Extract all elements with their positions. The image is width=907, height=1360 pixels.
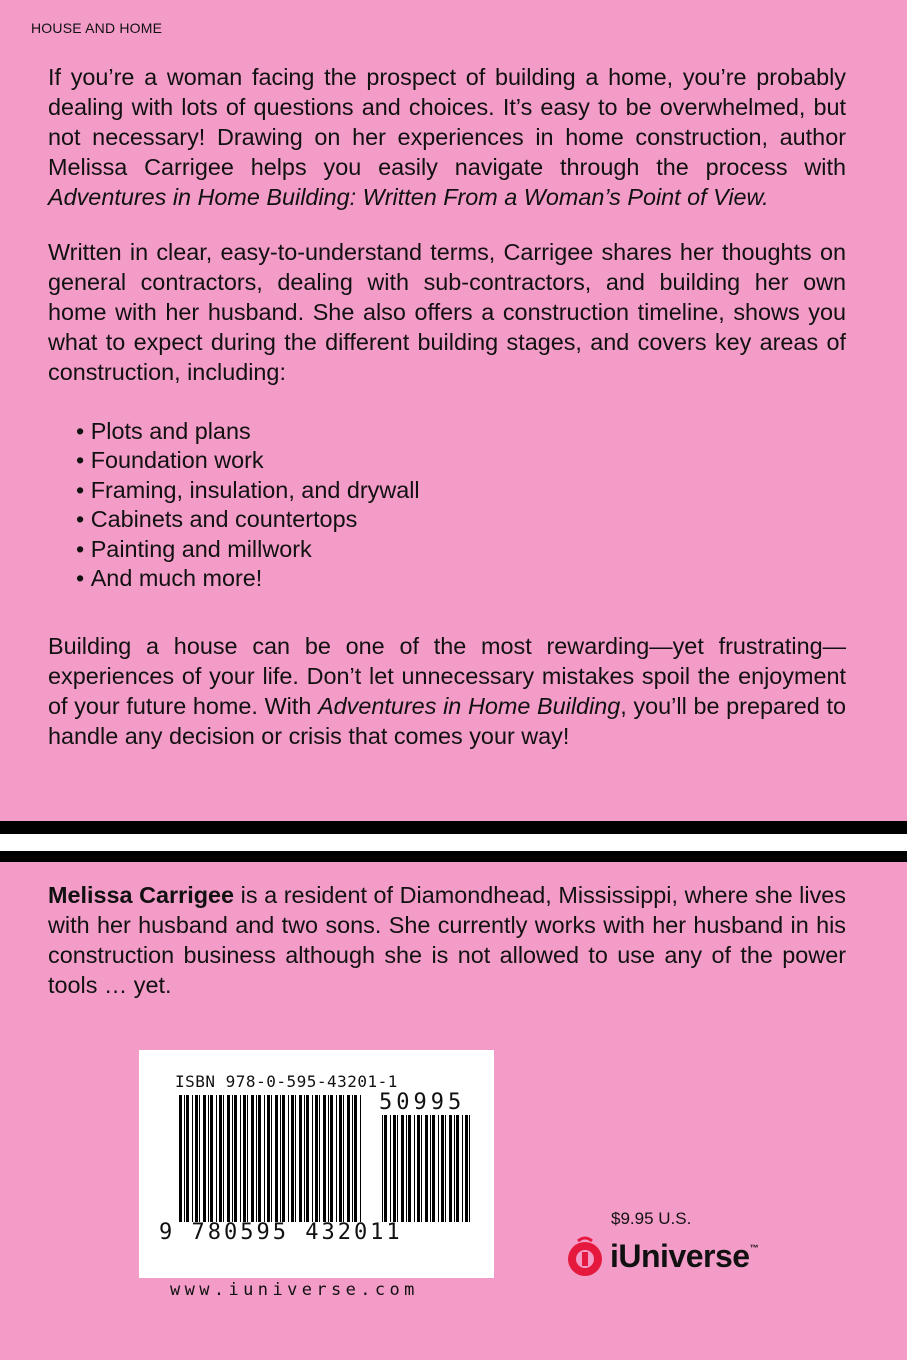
book-title: Adventures in Home Building: [318, 693, 621, 719]
barcode-bar: [347, 1095, 350, 1222]
barcode-bar: [306, 1095, 309, 1222]
barcode-bar: [441, 1115, 444, 1222]
barcode-bar: [312, 1095, 313, 1222]
barcode-bar: [328, 1095, 329, 1222]
barcode-bar: [208, 1095, 209, 1222]
barcode-bar: [438, 1115, 439, 1222]
publisher-logo: [564, 1234, 759, 1278]
description-paragraph-1: [48, 62, 846, 212]
barcode-bar: [227, 1095, 230, 1222]
barcode-bar: [336, 1095, 337, 1222]
bio-text: is a resident of Diamondhead, Mississippi, where she lives with her husband and two sons. She currently works with her husband in his construction business although she is not allowed to use any of the power tools … yet.: [48, 882, 846, 998]
iuniverse-logo-icon: [564, 1235, 606, 1277]
barcode-bar: [179, 1095, 182, 1222]
barcode-bar: [280, 1095, 281, 1222]
barcode-bar: [258, 1095, 261, 1222]
barcode-bar: [184, 1095, 185, 1222]
publisher-name: iUniverse: [610, 1237, 750, 1274]
barcode-bar: [354, 1095, 357, 1222]
barcode-bar: [417, 1115, 420, 1222]
barcode-bar: [264, 1095, 265, 1222]
list-item: • Plots and plans: [76, 417, 420, 446]
barcode-bar: [352, 1095, 353, 1222]
barcode-bar: [275, 1095, 278, 1222]
website-url: www.iuniverse.com: [170, 1280, 419, 1300]
barcode-bar: [251, 1095, 254, 1222]
description-text: , you’ll be prepared to handle any decision or crisis that comes your way!: [48, 693, 846, 749]
barcode-bar: [199, 1095, 200, 1222]
barcode-bar: [319, 1095, 320, 1222]
barcode-bar: [223, 1095, 224, 1222]
barcode-bar: [421, 1115, 422, 1222]
description-paragraph-3: [48, 631, 846, 751]
list-item: • Cabinets and countertops: [76, 505, 420, 534]
barcode-bar: [384, 1115, 387, 1222]
trademark: ™: [749, 1243, 759, 1253]
barcode-bar: [219, 1095, 222, 1222]
barcode-bar: [454, 1115, 455, 1222]
topics-list: [76, 417, 420, 593]
barcode-bar: [192, 1095, 193, 1222]
barcode-bar: [291, 1095, 294, 1222]
barcode-bar: [299, 1095, 302, 1222]
barcode-bar: [282, 1095, 285, 1222]
barcode-bar: [195, 1095, 198, 1222]
barcode-bar: [462, 1115, 463, 1222]
divider-stripe: [0, 851, 907, 862]
list-item: • And much more!: [76, 564, 420, 593]
barcode-bar: [330, 1095, 333, 1222]
barcode-bar: [304, 1095, 305, 1222]
barcode-bar: [432, 1115, 435, 1222]
barcode-bar: [414, 1115, 415, 1222]
barcode-bar: [390, 1115, 391, 1222]
price-label: $9.95 U.S.: [611, 1209, 692, 1228]
barcode-bar: [256, 1095, 257, 1222]
barcode-bar: [203, 1095, 206, 1222]
divider-gap: [0, 834, 907, 851]
barcode-bar: [401, 1115, 404, 1222]
barcode-bar: [465, 1115, 468, 1222]
category-label: HOUSE AND HOME: [31, 20, 163, 36]
barcode-bar: [232, 1095, 233, 1222]
ean-digits: 9 780595 432011: [159, 1220, 403, 1245]
barcode-bar: [234, 1095, 237, 1222]
barcode-bar: [382, 1115, 383, 1222]
barcode-bar: [295, 1095, 296, 1222]
barcode-bar: [449, 1115, 452, 1222]
barcode-bar: [408, 1115, 411, 1222]
barcode-bar: [397, 1115, 398, 1222]
barcode-bar: [288, 1095, 289, 1222]
barcode-bar: [393, 1115, 396, 1222]
divider-stripe: [0, 821, 907, 834]
barcode-bar: [469, 1115, 470, 1222]
barcode-bar: [186, 1095, 189, 1222]
barcode-bar: [210, 1095, 213, 1222]
barcode-bar: [343, 1095, 344, 1222]
description-text: If you’re a woman facing the prospect of building a home, you’re probably dealing with lots of questions and choices. It’s easy to be overwhelmed, but not necessary! Drawing on her experiences in home construction, author Melissa Carrigee helps you easily navigate through the process with: [48, 64, 846, 180]
book-title: Adventures in Home Building: Written From a Woman’s Point of View.: [48, 184, 769, 210]
barcode-bar: [323, 1095, 326, 1222]
barcode-bar: [406, 1115, 407, 1222]
list-item: • Framing, insulation, and drywall: [76, 476, 420, 505]
list-item: • Foundation work: [76, 446, 420, 475]
barcode-bar: [456, 1115, 459, 1222]
description-paragraph-2: Written in clear, easy-to-understand terms, Carrigee shares her thoughts on general contractors, dealing with sub-contractors, and building her own home with her husband. She also offers a construction timeline, shows you what to expect during the different building stages, and covers key areas of construction, including:: [48, 239, 846, 385]
barcode-bar: [247, 1095, 248, 1222]
barcode-bar: [315, 1095, 318, 1222]
barcode-bar: [445, 1115, 446, 1222]
barcode-bar: [271, 1095, 272, 1222]
barcode-box: [139, 1050, 494, 1278]
barcode-bar: [267, 1095, 270, 1222]
author-bio: [48, 880, 846, 1000]
barcode-bar: [360, 1095, 361, 1222]
price-code: 50995: [379, 1090, 466, 1115]
barcode-bar: [216, 1095, 217, 1222]
description-text: Building a house can be one of the most rewarding—yet frustrating—experiences of your life. Don’t let unnecessary mistakes spoil the enjoyment of your future home. With: [48, 633, 846, 719]
barcode-bar: [430, 1115, 431, 1222]
list-item: • Painting and millwork: [76, 535, 420, 564]
isbn-label: ISBN 978-0-595-43201-1: [175, 1072, 398, 1091]
barcode-bar: [339, 1095, 342, 1222]
barcode-bar: [243, 1095, 246, 1222]
barcode-bar: [425, 1115, 428, 1222]
barcode-bar: [240, 1095, 241, 1222]
author-name: Melissa Carrigee: [48, 882, 235, 908]
